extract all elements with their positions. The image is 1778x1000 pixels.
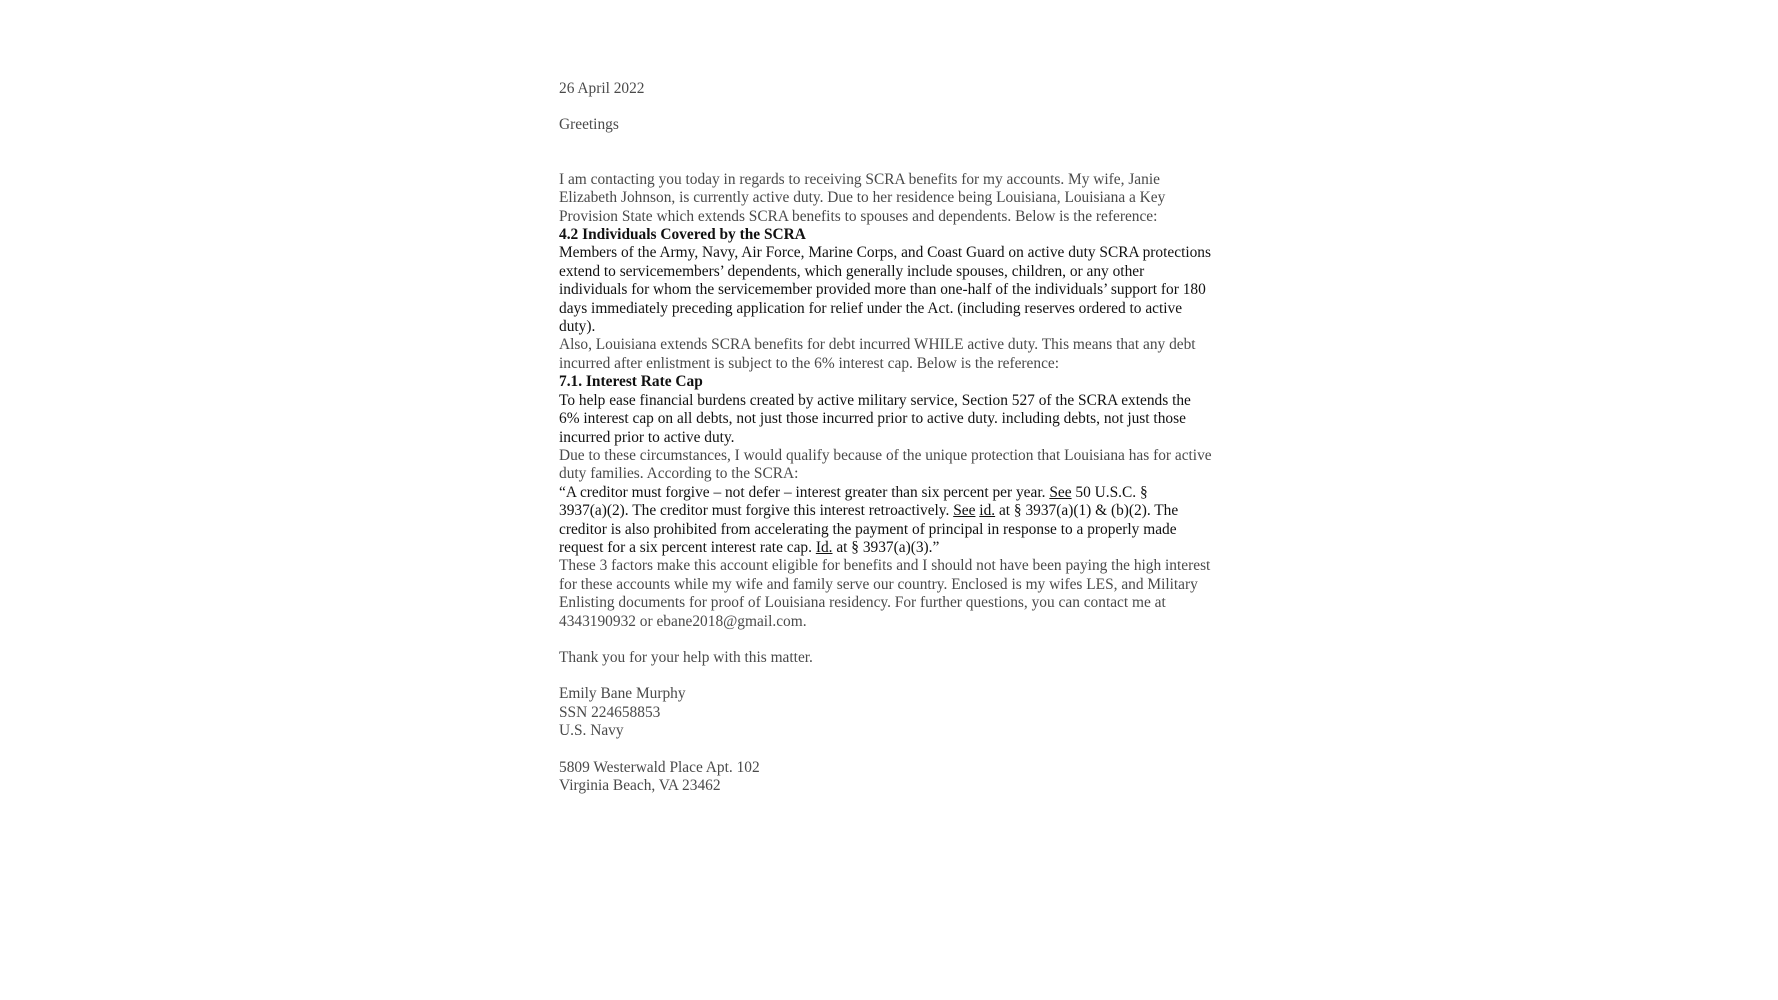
quote-text: request for a six percent interest rate cap. — [559, 538, 816, 556]
quote-text: 3937(a)(2). The creditor must forgive this interest retroactively. — [559, 502, 954, 520]
text-line: extend to servicemembers’ dependents, which generally include spouses, children, or any other — [559, 262, 1145, 280]
quote-text: at § 3937(a)(3).” — [832, 538, 940, 556]
signer-branch: U.S. Navy — [559, 722, 624, 740]
quote-text: 50 U.S.C. § — [1071, 483, 1148, 501]
quote-text: “A creditor must forgive – not defer – interest greater than six percent per year. — [559, 483, 1050, 501]
text-line: days immediately preceding application for relief under the Act. (including reserves ordered to active — [559, 299, 1183, 317]
text-line: Enlisting documents for proof of Louisiana residency. For further questions, you can contact me at — [559, 594, 1166, 612]
text-line: To help ease financial burdens created by active military service, Section 527 of the SCRA extends the — [559, 391, 1191, 409]
citation-see: See — [1049, 483, 1072, 501]
text-line: individuals for whom the servicemember provided more than one-half of the individuals’ support for 180 — [559, 281, 1206, 299]
text-line: duty). — [559, 318, 596, 336]
letter-body — [559, 80, 1249, 795]
text-line: 4343190932 or ebane2018@gmail.com. — [559, 612, 807, 630]
factors-paragraph — [559, 557, 1249, 631]
quote-line — [559, 539, 1249, 557]
scra-quote — [559, 484, 1249, 558]
letter-greeting: Greetings — [559, 116, 619, 134]
also-paragraph — [559, 336, 1249, 373]
citation-id: id. — [979, 502, 996, 520]
text-line: I am contacting you today in regards to receiving SCRA benefits for my accounts. My wife, Janie — [559, 170, 1160, 188]
closing-thanks: Thank you for your help with this matter. — [559, 648, 813, 666]
intro-paragraph — [559, 171, 1249, 226]
letter-date: 26 April 2022 — [559, 80, 645, 97]
due-paragraph — [559, 447, 1249, 484]
quote-line — [559, 484, 1249, 502]
text-line: Members of the Army, Navy, Air Force, Marine Corps, and Coast Guard on active duty SCRA protections — [559, 244, 1211, 262]
citation-id: Id. — [815, 538, 833, 556]
reference-body-7-1 — [559, 392, 1249, 447]
citation-see: See — [953, 502, 976, 520]
text-line: for these accounts while my wife and family serve our country. Enclosed is my wifes LES, and Military — [559, 575, 1198, 593]
signer-name: Emily Bane Murphy — [559, 685, 686, 703]
text-line: duty families. According to the SCRA: — [559, 465, 799, 483]
quote-line: creditor is also prohibited from accelerating the payment of principal in response to a properly made — [559, 520, 1177, 538]
text-line: 6% interest cap on all debts, not just those incurred prior to active duty. including debts, not just those — [559, 410, 1186, 428]
text-line: Also, Louisiana extends SCRA benefits for debt incurred WHILE active duty. This means that any debt — [559, 336, 1196, 354]
text-line: Provision State which extends SCRA benefits to spouses and dependents. Below is the reference: — [559, 207, 1158, 225]
signer-ssn: SSN 224658853 — [559, 703, 661, 721]
quote-line — [559, 502, 1249, 520]
reference-heading-7-1: 7.1. Interest Rate Cap — [559, 373, 703, 391]
text-line: Due to these circumstances, I would qualify because of the unique protection that Louisiana has for active — [559, 446, 1212, 464]
quote-text: at § 3937(a)(1) & (b)(2). The — [995, 502, 1179, 520]
address-block — [559, 759, 1249, 796]
address-line: 5809 Westerwald Place Apt. 102 — [559, 758, 760, 776]
text-line: incurred prior to active duty. — [559, 428, 735, 446]
signature-block — [559, 685, 1249, 740]
reference-heading-4-2: 4.2 Individuals Covered by the SCRA — [559, 226, 806, 244]
text-line: incurred after enlistment is subject to the 6% interest cap. Below is the reference: — [559, 354, 1060, 372]
text-line: Elizabeth Johnson, is currently active duty. Due to her residence being Louisiana, Louisiana a Key — [559, 189, 1166, 207]
reference-body-4-2 — [559, 244, 1249, 336]
text-line: These 3 factors make this account eligible for benefits and I should not have been paying the high interest — [559, 557, 1211, 575]
address-line: Virginia Beach, VA 23462 — [559, 777, 721, 794]
